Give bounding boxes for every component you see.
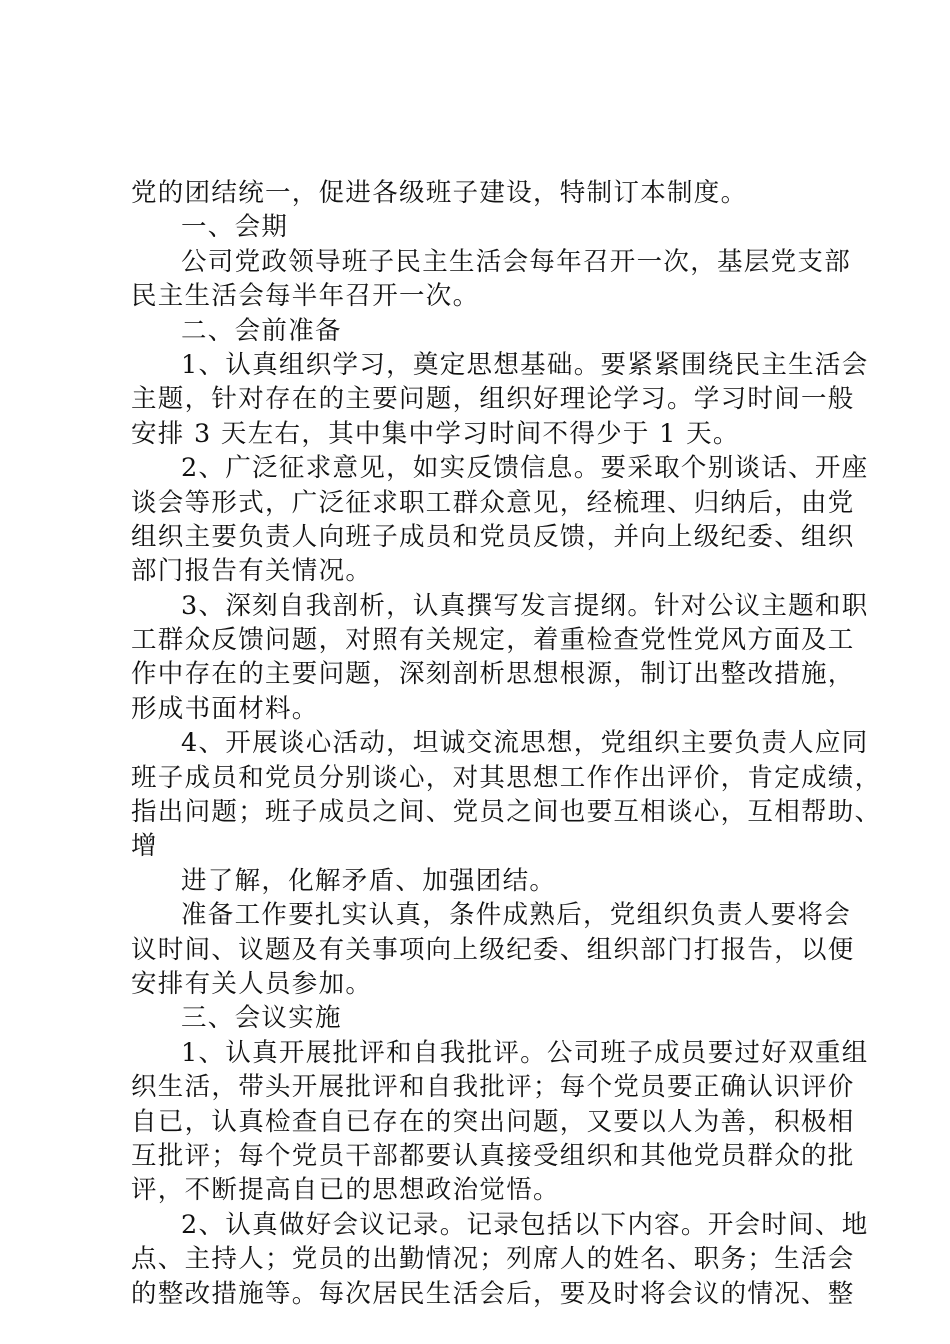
- text-line: 谈会等形式，广泛征求职工群众意见，经梳理、归纳后，由党: [131, 487, 855, 518]
- text-line: 进了解，化解矛盾、加强团结。: [181, 865, 557, 896]
- text-line: 自已，认真检查自已存在的突出问题，又要以人为善，积极相: [131, 1106, 855, 1137]
- text-line: 互批评；每个党员干部都要认真接受组织和其他党员群众的批: [131, 1140, 855, 1171]
- text-line: 增: [131, 831, 158, 862]
- text-line: 二、会前准备: [181, 315, 342, 346]
- text-line: 安排有关人员参加。: [131, 968, 373, 999]
- text-line: 工群众反馈问题，对照有关规定，着重检查党性党风方面及工: [131, 625, 855, 656]
- text-line: 组织主要负责人向班子成员和党员反馈，并向上级纪委、组织: [131, 521, 855, 552]
- text-line: 3、深刻自我剖析，认真撰写发言提纲。针对公议主题和职: [181, 590, 869, 621]
- text-line: 党的团结统一，促进各级班子建设，特制订本制度。: [131, 178, 748, 208]
- text-line: 班子成员和党员分别谈心，对其思想工作作出评价，肯定成绩，: [131, 762, 882, 793]
- text-line: 公司党政领导班子民主生活会每年召开一次，基层党支部: [181, 246, 852, 277]
- text-line: 议时间、议题及有关事项向上级纪委、组织部门打报告，以便: [131, 934, 855, 965]
- text-line: 2、认真做好会议记录。记录包括以下内容。开会时间、地: [181, 1209, 869, 1240]
- text-line: 安排 3 天左右，其中集中学习时间不得少于 1 天。: [131, 418, 740, 449]
- text-line: 一、会期: [181, 212, 289, 243]
- text-line: 部门报告有关情况。: [131, 556, 373, 587]
- text-line: 作中存在的主要问题，深刻剖析思想根源，制订出整改措施，: [131, 659, 855, 690]
- text-line: 指出问题；班子成员之间、党员之间也要互相谈心，互相帮助、: [131, 797, 882, 828]
- text-line: 形成书面材料。: [131, 693, 319, 724]
- text-line: 4、开展谈心活动，坦诚交流思想，党组织主要负责人应同: [181, 728, 869, 759]
- text-line: 点、主持人；党员的出勤情况；列席人的姓名、职务；生活会: [131, 1244, 855, 1275]
- text-line: 评，不断提高自已的思想政治觉悟。: [131, 1175, 560, 1206]
- text-line: 1、认真开展批评和自我批评。公司班子成员要过好双重组: [181, 1037, 869, 1068]
- text-line: 织生活，带头开展批评和自我批评；每个党员要正确认识评价: [131, 1072, 855, 1103]
- text-line: 2、广泛征求意见，如实反馈信息。要采取个别谈话、开座: [181, 453, 869, 484]
- text-line: 主题，针对存在的主要问题，组织好理论学习。学习时间一般: [131, 384, 855, 415]
- text-line: 1、认真组织学习，奠定思想基础。要紧紧围绕民主生活会: [181, 349, 869, 380]
- document-body: [131, 176, 882, 1311]
- text-line: 准备工作要扎实认真，条件成熟后，党组织负责人要将会: [181, 900, 852, 931]
- text-line: 民主生活会每半年召开一次。: [131, 281, 480, 312]
- text-line: 的整改措施等。每次居民生活会后，要及时将会议的情况、整: [131, 1278, 855, 1309]
- text-line: 三、会议实施: [181, 1003, 342, 1034]
